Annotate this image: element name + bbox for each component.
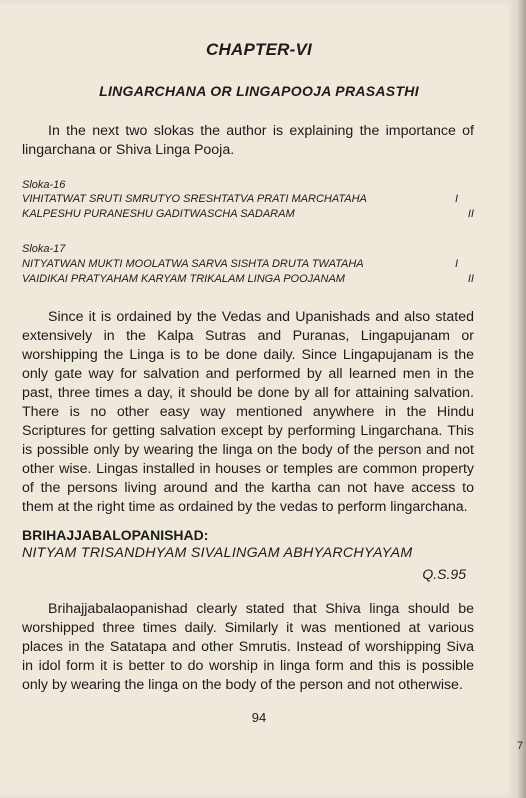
closing-paragraph: Brihajjabalaopanishad clearly stated that Shiva linga should be worshipped three times daily. Similarly it was mentioned at various places in the Satatapa and other Smrutis. Instead of worshipping Siva in idol form it is better to do worship in linga form and this is possible only by wearing the linga on the body of the person and not otherwise. [22,601,474,693]
sloka-16-line-2 [22,208,474,220]
upanishad-mantra: NITYAM TRISANDHYAM SIVALINGAM ABHYARCHYAYAM [22,545,413,561]
sloka-16-label: Sloka-16 [22,179,66,191]
sloka-16-line-1 [22,193,474,205]
sloka-line-end-mark: I [454,193,458,205]
intro-paragraph: In the next two slokas the author is explaining the importance of lingarchana or Shiva Linga Pooja. [22,123,474,158]
main-paragraph: Since it is ordained by the Vedas and Upanishads and also stated extensively in the Kalpa Sutras and Puranas, Lingapujanam or worshipping the Linga is to be done daily. Since Lingapujanam is the only gate way for salvation and performed by all learned men in the past, three times a day, it should be done by all for attaining salvation. There is no other easy way mentioned anywhere in the Hindu Scriptures for getting salvation except by performing Lingarchana. This is possible only by wearing the linga on the body of the person and not other wise. Lingas installed in houses or temples are common property of the persons living around and the kartha can not have access to them at the right time as ordained by the vedas to perform lingarchana. [22,309,474,515]
page-number: 94 [251,710,267,725]
edge-page-mark: 7 [517,740,524,752]
sloka-17-line-1 [22,258,474,270]
sloka-line-text: VAIDIKAI PRATYAHAM KARYAM TRIKALAM LINGA POOJANAM [22,273,345,285]
sloka-line-end-mark: I [454,258,458,270]
chapter-title: CHAPTER-VI [206,40,312,59]
sloka-line-text: KALPESHU PURANESHU GADITWASCHA SADARAM [22,208,295,220]
sloka-line-text: NITYATWAN MUKTI MOOLATWA SARVA SISHTA DRUTA TWATAHA [22,258,364,270]
sloka-17-line-2 [22,273,474,285]
upanishad-reference: Q.S.95 [422,566,466,582]
sloka-line-text: VIHITATWAT SRUTI SMRUTYO SRESHTATVA PRATI MARCHATAHA [22,193,367,205]
next-page-edge [518,0,526,798]
upanishad-heading: BRIHAJJABALOPANISHAD: [22,527,209,543]
sloka-17-label: Sloka-17 [22,243,66,255]
section-title: LINGARCHANA OR LINGAPOOJA PRASASTHI [99,83,419,99]
sloka-line-end-mark: II [467,273,474,285]
sloka-line-end-mark: II [467,208,474,220]
